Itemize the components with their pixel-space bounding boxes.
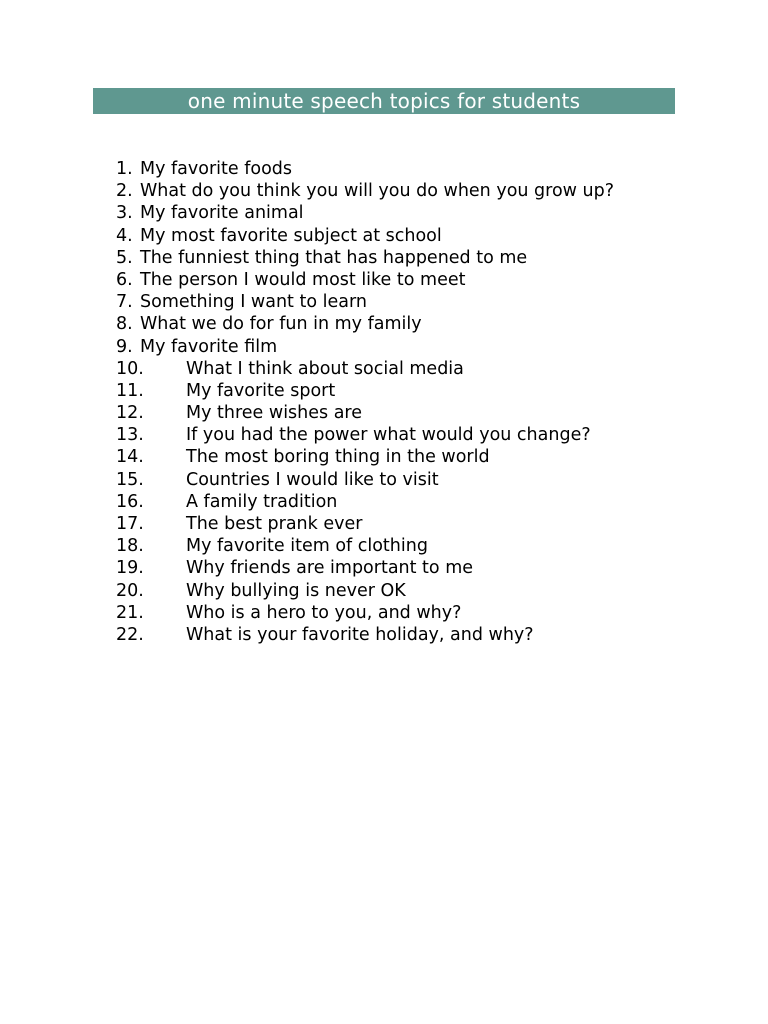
item-number: 17.	[116, 514, 144, 534]
item-text: Something I want to learn	[140, 292, 367, 313]
item-text: My favorite item of clothing	[186, 536, 428, 557]
list-item	[116, 202, 736, 224]
item-text: The most boring thing in the world	[186, 447, 490, 468]
item-text: My most favorite subject at school	[140, 225, 442, 246]
list-item	[116, 269, 736, 291]
item-number: 15.	[116, 469, 144, 490]
list-item	[116, 469, 736, 491]
list-item	[116, 158, 736, 180]
item-number: 3.	[116, 203, 133, 224]
item-text: What I think about social media	[186, 358, 464, 379]
list-item	[116, 336, 736, 358]
item-number: 20.	[116, 580, 144, 601]
item-number: 21.	[116, 602, 144, 623]
item-number: 12.	[116, 403, 144, 424]
item-text: My favorite sport	[186, 380, 336, 401]
list-item	[116, 291, 736, 313]
item-number: 13.	[116, 425, 144, 446]
item-number: 16.	[116, 491, 144, 512]
item-text: My three wishes are	[186, 403, 363, 424]
list-item	[116, 602, 736, 624]
item-number: 8.	[116, 314, 133, 335]
item-number: 10.	[116, 358, 144, 379]
item-number: 4.	[116, 225, 133, 246]
list-item	[116, 358, 736, 380]
list-item	[116, 446, 736, 468]
list-item	[116, 624, 736, 646]
item-number: 6.	[116, 269, 133, 290]
list-item	[116, 535, 736, 557]
item-text: The best prank ever	[186, 514, 363, 534]
list-item	[116, 402, 736, 424]
list-item	[116, 225, 736, 247]
list-item	[116, 247, 736, 269]
item-number: 19.	[116, 558, 144, 579]
item-text: The funniest thing that has happened to me	[140, 247, 528, 268]
item-number: 22.	[116, 624, 144, 645]
item-text: Countries I would like to visit	[186, 469, 439, 490]
list-item	[116, 557, 736, 579]
list-item	[116, 513, 736, 535]
list-item	[116, 580, 736, 602]
item-number: 5.	[116, 247, 133, 268]
item-number: 2.	[116, 181, 133, 202]
list-item	[116, 380, 736, 402]
item-number: 18.	[116, 536, 144, 557]
item-text: My favorite foods	[140, 159, 293, 179]
item-text: The person I would most like to meet	[140, 269, 466, 290]
document-title: one minute speech topics for students	[93, 88, 675, 114]
item-text: Who is a hero to you, and why?	[186, 602, 462, 623]
item-text: What is your favorite holiday, and why?	[186, 624, 534, 645]
item-text: My favorite animal	[140, 203, 304, 224]
item-text: Why bullying is never OK	[186, 580, 406, 601]
list-item	[116, 313, 736, 335]
item-text: My favorite film	[140, 336, 278, 357]
item-text: Why friends are important to me	[186, 558, 474, 579]
item-text: What do you think you will you do when you grow up?	[140, 181, 615, 202]
item-number: 11.	[116, 380, 144, 401]
item-text: A family tradition	[186, 491, 338, 512]
list-item	[116, 491, 736, 513]
item-number: 14.	[116, 447, 144, 468]
item-text: If you had the power what would you change?	[186, 425, 591, 446]
item-number: 1.	[116, 159, 133, 179]
item-number: 9.	[116, 336, 133, 357]
item-number: 7.	[116, 292, 133, 313]
item-text: What we do for fun in my family	[140, 314, 422, 335]
list-item	[116, 424, 736, 446]
list-item	[116, 180, 736, 202]
topic-list	[116, 158, 736, 646]
